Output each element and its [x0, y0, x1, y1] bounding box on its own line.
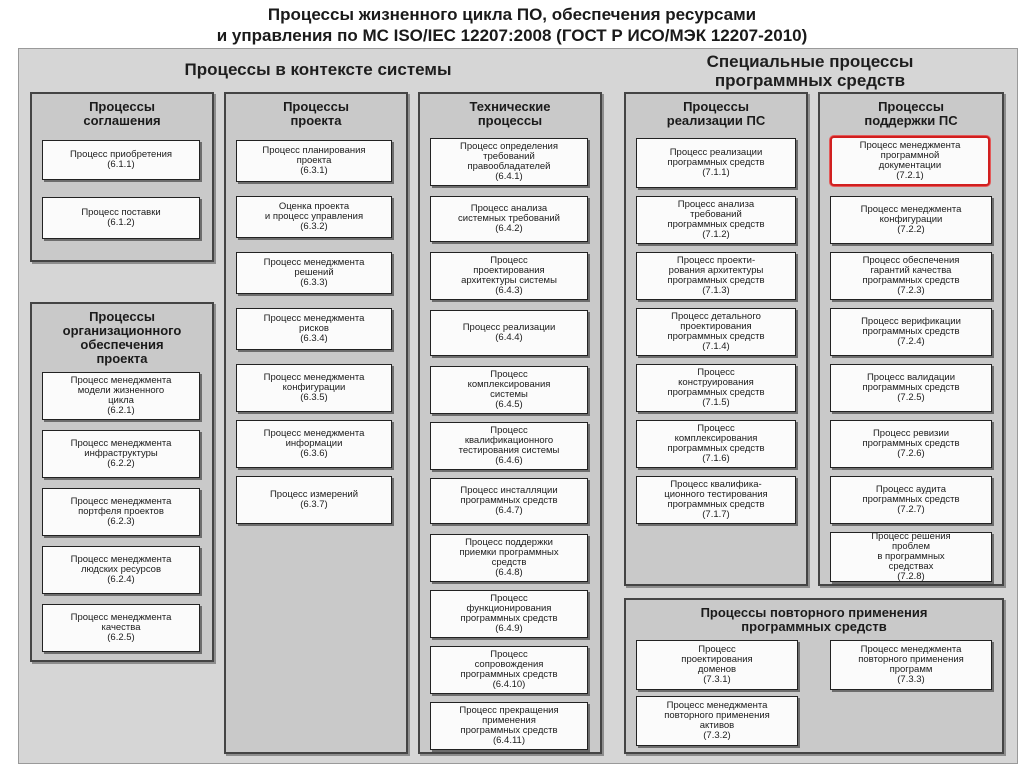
process-label: Процесс менеджмента повторного применения программ [858, 644, 964, 675]
process-code: (7.2.4) [897, 336, 925, 347]
process-code: (6.4.2) [495, 223, 523, 234]
group-title-org: Процессы организационного обеспечения проекта [62, 309, 182, 366]
process-box-implementation [636, 252, 796, 300]
process-label: Процесс измерений [269, 489, 359, 500]
process-box-support [830, 252, 992, 300]
group-title-agreement: Процессы соглашения [83, 99, 161, 128]
process-box-support [830, 136, 990, 186]
process-box-technical [430, 590, 588, 638]
section-heading-system: Процессы в контексте системы [184, 60, 452, 79]
process-label: Процесс комплексирования программных средств [667, 423, 765, 454]
process-box-technical [430, 252, 588, 300]
process-label: Процесс анализа системных требований [458, 203, 560, 224]
process-label: Процесс аудита программных средств [862, 484, 960, 505]
process-code: (7.2.2) [897, 224, 925, 235]
process-label: Оценка проекта и процесс управления [264, 201, 364, 222]
process-label: Процесс квалифика- ционного тестирования программных средств [664, 479, 768, 510]
process-code: (6.3.5) [300, 392, 328, 403]
process-label: Процесс менеджмента конфигурации [263, 372, 365, 393]
process-label: Процесс реализации программных средств [667, 147, 765, 168]
process-box-org [42, 604, 200, 652]
process-label: Процесс менеджмента портфеля проектов [70, 496, 172, 517]
process-box-implementation [636, 308, 796, 356]
process-code: (6.3.3) [300, 277, 328, 288]
process-label: Процесс верификации программных средств [861, 316, 961, 337]
process-code: (7.1.4) [702, 341, 730, 352]
process-label: Процесс менеджмента качества [70, 612, 172, 633]
process-box-implementation [636, 138, 796, 188]
process-box-agreement [42, 140, 200, 180]
process-box-agreement [42, 197, 200, 239]
process-box-technical [430, 534, 588, 582]
process-code: (7.1.5) [702, 397, 730, 408]
process-code: (6.3.4) [300, 333, 328, 344]
process-label: Процесс ревизии программных средств [862, 428, 960, 449]
process-code: (7.2.5) [897, 392, 925, 403]
process-box-implementation [636, 476, 796, 524]
process-code: (6.3.7) [300, 499, 328, 510]
process-code: (7.1.3) [702, 285, 730, 296]
process-label: Процесс инсталляции программных средств [460, 485, 558, 506]
process-code: (6.4.11) [492, 735, 526, 746]
process-label: Процесс планирования проекта [262, 145, 366, 166]
process-box-org [42, 546, 200, 594]
process-code: (6.2.4) [107, 574, 135, 585]
process-code: (6.3.1) [300, 165, 328, 176]
process-label: Процесс сопровождения программных средств [460, 649, 558, 680]
page-title [0, 4, 1024, 46]
process-label: Процесс менеджмента конфигурации [860, 204, 962, 225]
process-box-support [830, 476, 992, 524]
process-box-support [830, 364, 992, 412]
process-box-project [236, 308, 392, 350]
process-code: (6.3.2) [300, 221, 328, 232]
process-label: Процесс анализа требований программных средств [667, 199, 765, 230]
process-box-org [42, 372, 200, 420]
process-box-org [42, 488, 200, 536]
process-label: Процесс решения проблем в программных средствах [871, 532, 951, 572]
process-code: (6.1.2) [107, 217, 135, 228]
section-heading-software [640, 52, 980, 90]
process-label: Процесс комплексирования системы [467, 369, 551, 400]
process-box-technical [430, 366, 588, 414]
process-box-implementation [636, 420, 796, 468]
process-box-technical [430, 196, 588, 242]
process-label: Процесс валидации программных средств [862, 372, 960, 393]
process-code: (6.4.1) [495, 171, 523, 182]
process-box-project [236, 196, 392, 238]
process-code: (7.2.8) [897, 571, 925, 582]
process-label: Процесс менеджмента решений [263, 257, 365, 278]
process-box-support [830, 196, 992, 244]
process-code: (7.2.3) [897, 285, 925, 296]
process-code: (7.1.1) [702, 167, 730, 178]
process-box-technical [430, 702, 588, 750]
section-heading-software-line-1: Специальные процессы [706, 52, 914, 71]
process-box-support [830, 532, 992, 582]
process-code: (7.3.2) [703, 730, 731, 741]
process-label: Процесс обеспечения гарантий качества программных средств [862, 255, 960, 286]
process-box-reuse [636, 696, 798, 746]
process-code: (6.4.7) [495, 505, 523, 516]
process-code: (7.3.1) [703, 674, 731, 685]
process-box-reuse [830, 640, 992, 690]
process-label: Процесс менеджмента инфраструктуры [70, 438, 172, 459]
process-box-implementation [636, 196, 796, 244]
process-code: (7.1.6) [702, 453, 730, 464]
process-code: (6.4.6) [495, 455, 523, 466]
process-code: (7.1.7) [702, 509, 730, 520]
process-box-support [830, 420, 992, 468]
process-label: Процесс квалификационного тестирования системы [458, 425, 560, 456]
process-code: (6.2.5) [107, 632, 135, 643]
group-title-implementation: Процессы реализации ПС [666, 99, 766, 128]
process-label: Процесс поддержки приемки программных средств [459, 537, 559, 568]
process-box-org [42, 430, 200, 478]
process-box-project [236, 252, 392, 294]
process-box-project [236, 476, 392, 524]
process-code: (7.1.2) [702, 229, 730, 240]
process-label: Процесс проекти- рования архитектуры программных средств [667, 255, 765, 286]
group-title-technical: Технические процессы [469, 99, 551, 128]
process-code: (6.4.4) [495, 332, 523, 343]
process-code: (6.2.1) [107, 405, 135, 416]
process-box-technical [430, 646, 588, 694]
process-label: Процесс менеджмента программной документации [859, 140, 961, 171]
process-label: Процесс менеджмента повторного применения активов [664, 700, 770, 731]
process-label: Процесс приобретения [69, 149, 173, 160]
process-box-project [236, 420, 392, 468]
process-code: (6.2.3) [107, 516, 135, 527]
section-heading-software-line-2: программных средств [714, 71, 906, 90]
process-code: (6.1.1) [107, 159, 135, 170]
process-label: Процесс определения требований правообладателей [460, 141, 558, 172]
process-box-project [236, 364, 392, 412]
process-label: Процесс проектирования архитектуры системы [461, 255, 557, 286]
process-code: (6.4.8) [495, 567, 523, 578]
process-label: Процесс прекращения применения программных средств [459, 705, 559, 736]
process-code: (7.2.7) [897, 504, 925, 515]
process-label: Процесс конструирования программных средств [667, 367, 765, 398]
process-box-reuse [636, 640, 798, 690]
process-code: (7.3.3) [897, 674, 925, 685]
process-label: Процесс проектирования доменов [681, 644, 753, 675]
process-box-technical [430, 478, 588, 524]
process-code: (6.4.10) [492, 679, 526, 690]
group-title-support: Процессы поддержки ПС [864, 99, 958, 128]
process-code: (6.4.3) [495, 285, 523, 296]
process-code: (6.2.2) [107, 458, 135, 469]
process-box-implementation [636, 364, 796, 412]
process-box-support [830, 308, 992, 356]
process-code: (7.2.6) [897, 448, 925, 459]
process-label: Процесс функционирования программных средств [460, 593, 558, 624]
process-code: (6.4.9) [495, 623, 523, 634]
process-label: Процесс менеджмента людских ресурсов [70, 554, 172, 575]
page-title-line-2: и управления по МС ISO/IEC 12207:2008 (ГОСТ Р ИСО/МЭК 12207-2010) [216, 26, 808, 45]
group-title-project: Процессы проекта [283, 99, 349, 128]
process-box-project [236, 140, 392, 182]
process-label: Процесс менеджмента информации [263, 428, 365, 449]
process-code: (6.4.5) [495, 399, 523, 410]
process-label: Процесс менеджмента рисков [263, 313, 365, 334]
process-box-technical [430, 310, 588, 356]
process-label: Процесс реализации [462, 322, 556, 333]
process-code: (6.3.6) [300, 448, 328, 459]
page-title-line-1: Процессы жизненного цикла ПО, обеспечения ресурсами [267, 5, 757, 24]
group-title-reuse: Процессы повторного применения программных средств [700, 605, 928, 634]
process-label: Процесс менеджмента модели жизненного цикла [70, 375, 172, 406]
process-label: Процесс поставки [81, 207, 161, 218]
process-code: (7.2.1) [896, 170, 924, 181]
process-label: Процесс детального проектирования программных средств [667, 311, 765, 342]
process-box-technical [430, 138, 588, 186]
process-box-technical [430, 422, 588, 470]
